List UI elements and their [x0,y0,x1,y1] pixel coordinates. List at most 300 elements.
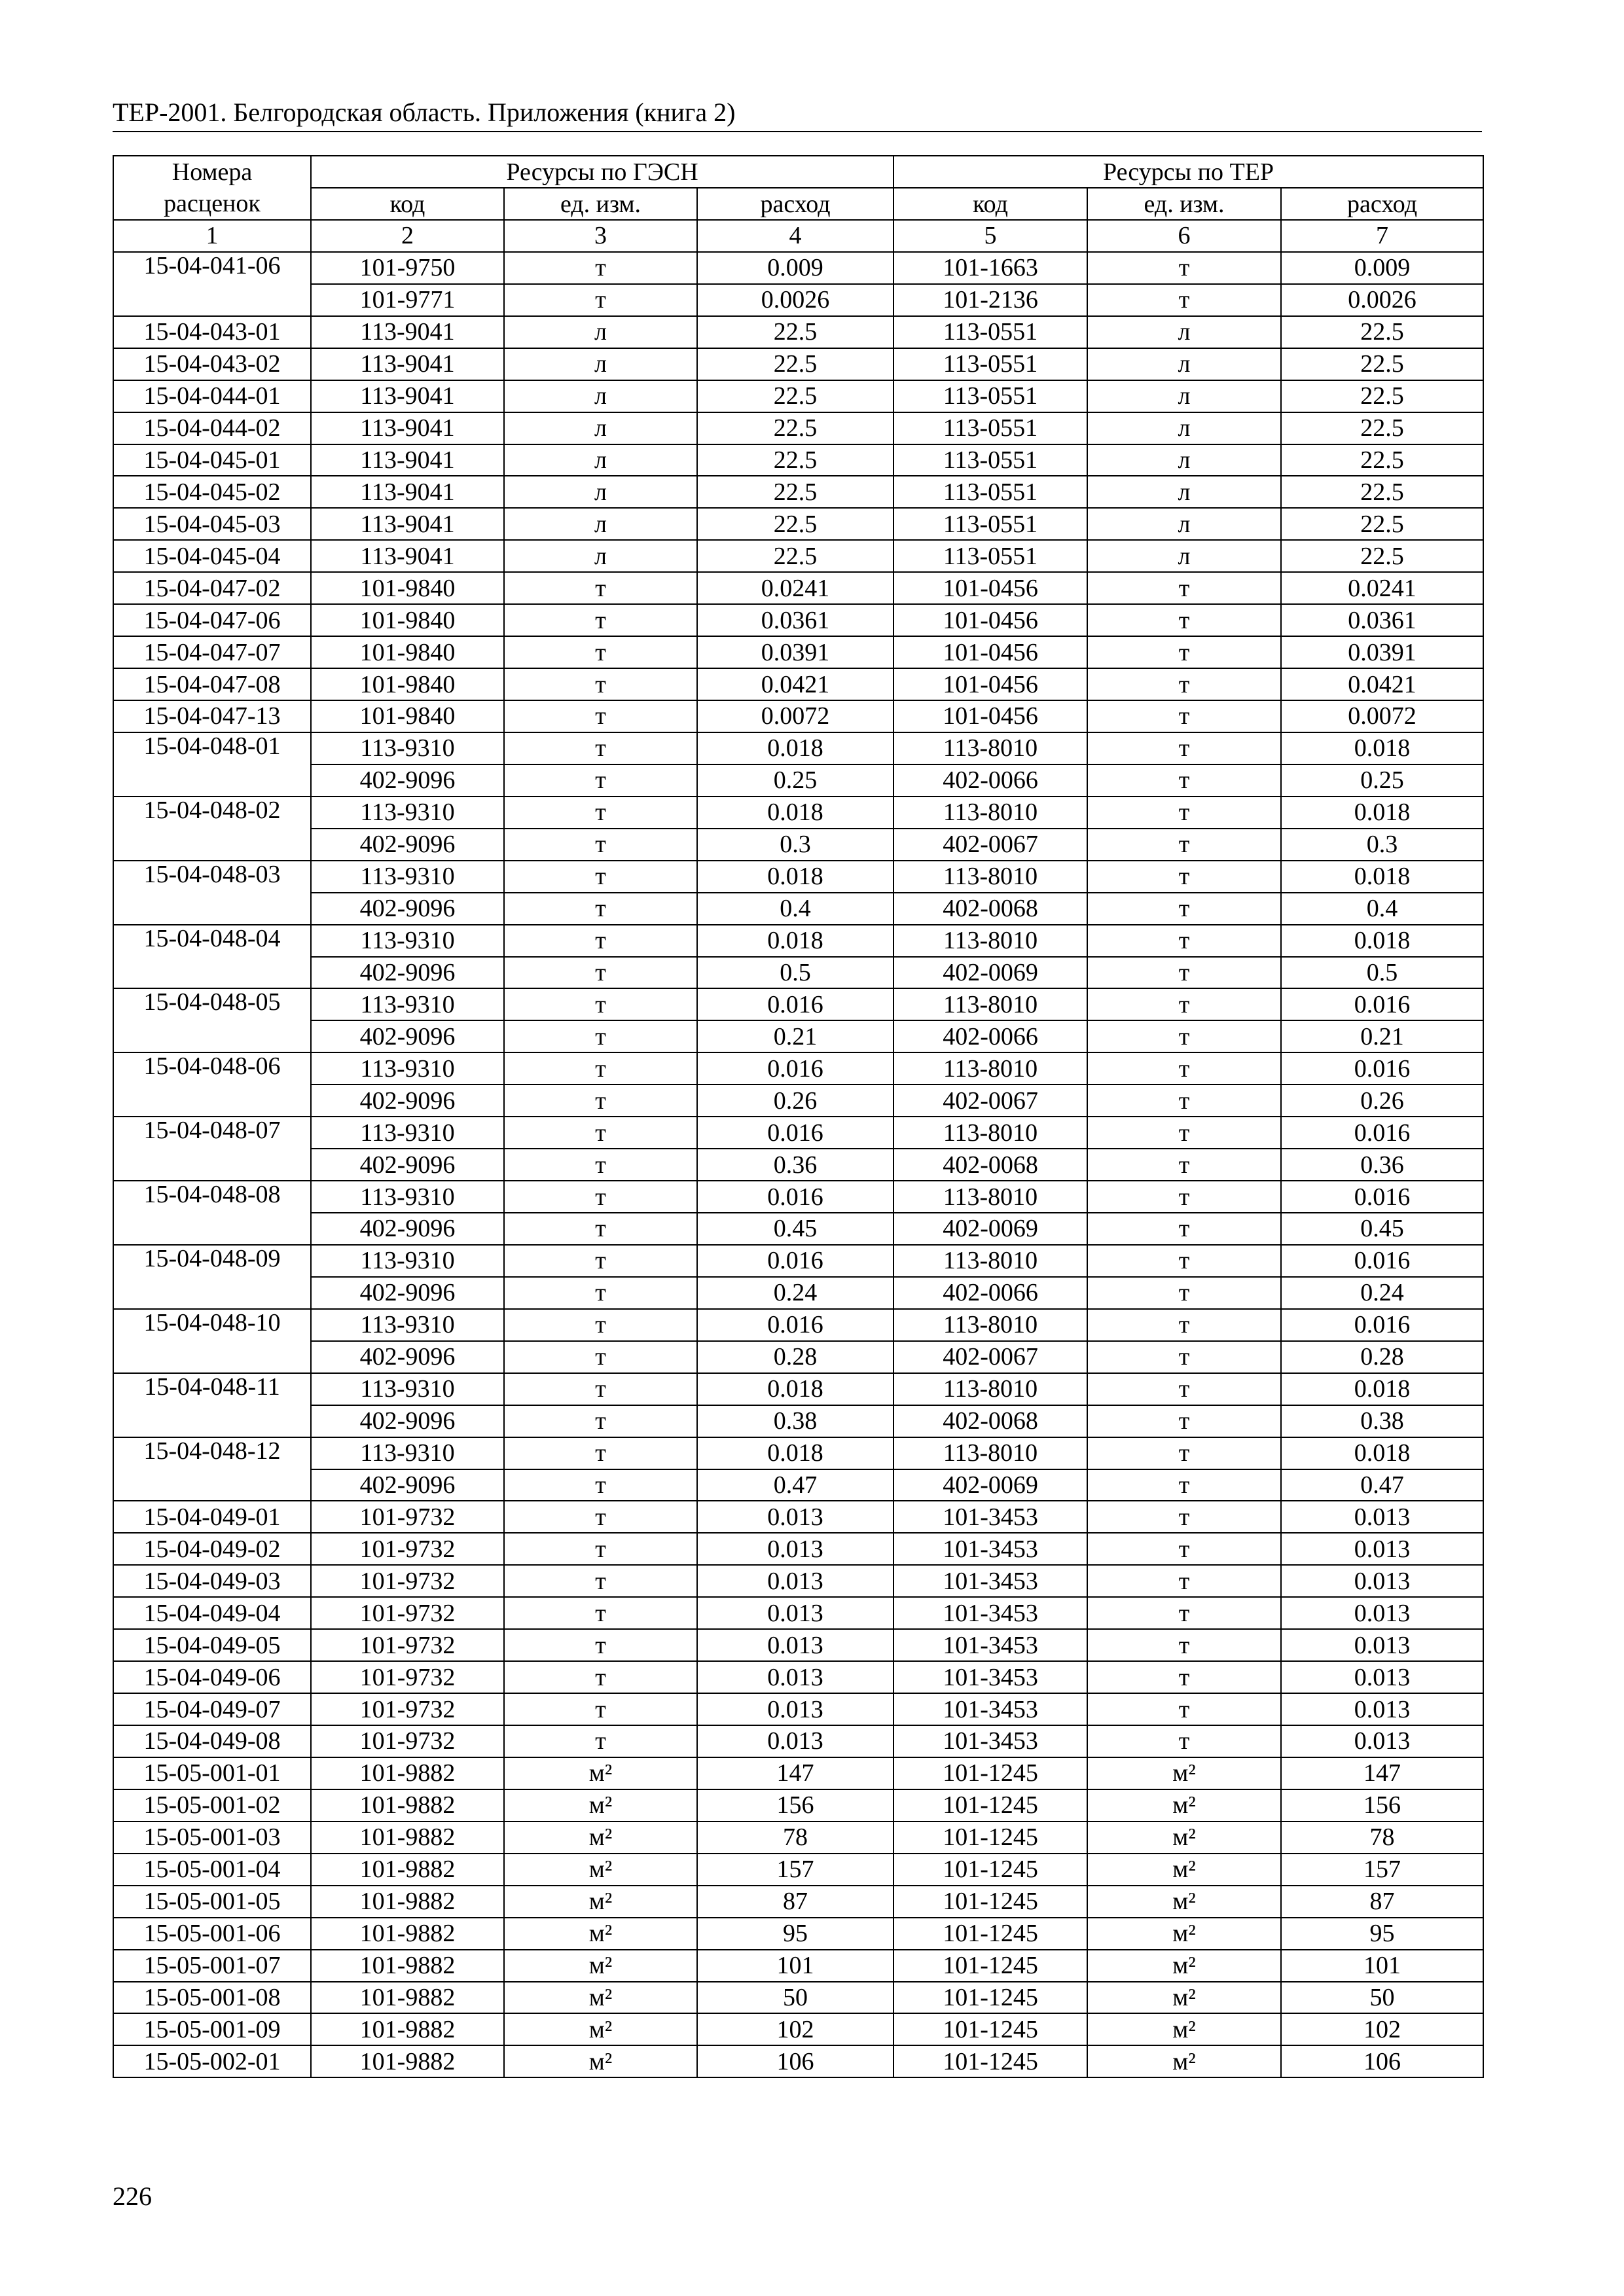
table-row [113,1469,1483,1501]
table-row [113,2045,1483,2077]
rate-number-cell: 15-04-047-02 [113,572,311,604]
table-row [113,797,1483,829]
rate-number-cell: 15-04-045-01 [113,444,311,476]
table-row [113,1149,1483,1181]
gesn-unit-cell: т [504,988,697,1020]
ter-code-cell: 101-0456 [893,668,1087,700]
ter-unit-cell: т [1087,893,1281,925]
gesn-unit-cell: т [504,1341,697,1373]
ter-unit-cell: т [1087,1469,1281,1501]
gesn-code-cell: 101-9732 [311,1661,504,1693]
ter-code-cell: 402-0067 [893,1341,1087,1373]
ter-rate-cell: 0.018 [1281,1373,1483,1405]
ter-code-cell: 101-1245 [893,1918,1087,1950]
table-row [113,1341,1483,1373]
ter-unit-cell: т [1087,1533,1281,1565]
table-row [113,925,1483,957]
ter-code-cell: 101-1245 [893,1886,1087,1918]
ter-rate-cell: 0.24 [1281,1277,1483,1309]
ter-unit-cell: т [1087,1629,1281,1661]
gesn-unit-cell: л [504,444,697,476]
rate-number-cell: 15-05-001-09 [113,2013,311,2045]
gesn-unit-cell: т [504,1085,697,1117]
gesn-code-cell: 402-9096 [311,1277,504,1309]
gesn-code-cell: 101-9882 [311,1854,504,1886]
ter-unit-cell: л [1087,316,1281,348]
table-row [113,380,1483,412]
ter-unit-cell: м² [1087,1854,1281,1886]
gesn-rate-cell: 102 [697,2013,893,2045]
ter-code-cell: 113-0551 [893,508,1087,540]
table-row [113,348,1483,380]
ter-rate-cell: 0.47 [1281,1469,1483,1501]
table-row [113,829,1483,861]
gesn-code-cell: 101-9882 [311,1821,504,1854]
gesn-code-cell: 113-9310 [311,1309,504,1341]
ter-rate-cell: 0.26 [1281,1085,1483,1117]
ter-unit-cell: м² [1087,1950,1281,1982]
ter-rate-cell: 0.013 [1281,1661,1483,1693]
gesn-unit-cell: т [504,861,697,893]
gesn-unit-cell: л [504,412,697,444]
gesn-unit-cell: т [504,668,697,700]
gesn-unit-cell: м² [504,2045,697,2077]
ter-unit-cell: л [1087,444,1281,476]
ter-code-cell: 101-1245 [893,1854,1087,1886]
gesn-rate-cell: 0.013 [697,1533,893,1565]
gesn-unit-cell: м² [504,1982,697,2014]
gesn-rate-cell: 0.013 [697,1629,893,1661]
ter-unit-cell: т [1087,1309,1281,1341]
rate-number-cell: 15-04-044-01 [113,380,311,412]
gesn-code-cell: 402-9096 [311,764,504,797]
ter-rate-cell: 0.28 [1281,1341,1483,1373]
ter-rate-cell: 0.018 [1281,1437,1483,1469]
gesn-unit-cell: т [504,636,697,668]
gesn-unit-cell: л [504,380,697,412]
rate-number-cell: 15-04-049-01 [113,1501,311,1533]
gesn-rate-cell: 0.018 [697,1437,893,1469]
column-number: 4 [697,220,893,252]
ter-unit-cell: т [1087,732,1281,764]
table-row [113,1373,1483,1405]
gesn-code-cell: 101-9732 [311,1597,504,1629]
ter-code-cell: 113-8010 [893,1245,1087,1277]
gesn-rate-cell: 156 [697,1789,893,1821]
gesn-unit-cell: т [504,1373,697,1405]
ter-code-cell: 101-0456 [893,572,1087,604]
column-number-row [113,220,1483,252]
gesn-code-cell: 113-9041 [311,508,504,540]
ter-rate-cell: 0.013 [1281,1565,1483,1597]
gesn-code-cell: 402-9096 [311,1085,504,1117]
gesn-code-cell: 101-9840 [311,636,504,668]
ter-unit-cell: м² [1087,2013,1281,2045]
table-row [113,988,1483,1020]
gesn-code-cell: 113-9310 [311,925,504,957]
ter-rate-cell: 0.38 [1281,1405,1483,1437]
ter-unit-cell: л [1087,508,1281,540]
gesn-unit-cell: м² [504,1918,697,1950]
gesn-code-cell: 113-9041 [311,348,504,380]
gesn-rate-cell: 0.0241 [697,572,893,604]
ter-unit-cell: т [1087,861,1281,893]
gesn-unit-cell: т [504,604,697,636]
gesn-rate-cell: 0.21 [697,1020,893,1052]
gesn-code-cell: 101-9840 [311,572,504,604]
ter-unit-cell: т [1087,1245,1281,1277]
ter-unit-cell: т [1087,1501,1281,1533]
ter-unit-cell: т [1087,700,1281,732]
table-body [113,252,1483,2077]
rate-number-cell: 15-04-045-03 [113,508,311,540]
ter-unit-cell: т [1087,1405,1281,1437]
table-row [113,1789,1483,1821]
rate-number-cell: 15-05-001-08 [113,1982,311,2014]
ter-code-cell: 402-0066 [893,764,1087,797]
gesn-rate-cell: 0.25 [697,764,893,797]
gesn-unit-cell: т [504,252,697,284]
gesn-rate-cell: 0.018 [697,1373,893,1405]
ter-code-cell: 402-0068 [893,1405,1087,1437]
ter-code-cell: 113-8010 [893,1437,1087,1469]
gesn-rate-cell: 0.013 [697,1661,893,1693]
gesn-unit-cell: т [504,1181,697,1213]
gesn-unit-cell: т [504,1277,697,1309]
ter-unit-cell: т [1087,797,1281,829]
ter-unit-cell: л [1087,540,1281,572]
rate-number-cell: 15-05-001-07 [113,1950,311,1982]
gesn-code-cell: 113-9041 [311,316,504,348]
ter-unit-cell: л [1087,380,1281,412]
gesn-rate-cell: 0.47 [697,1469,893,1501]
gesn-unit-cell: т [504,764,697,797]
ter-unit-cell: т [1087,1277,1281,1309]
ter-rate-cell: 22.5 [1281,316,1483,348]
ter-rate-cell: 0.0241 [1281,572,1483,604]
ter-rate-cell: 0.013 [1281,1501,1483,1533]
rate-numbers-label: Номера расценок [164,158,261,217]
rate-number-cell: 15-04-048-06 [113,1052,311,1117]
gesn-code-cell: 101-9771 [311,284,504,316]
ter-unit-cell: м² [1087,1821,1281,1854]
ter-code-cell: 101-3453 [893,1533,1087,1565]
gesn-code-cell: 101-9882 [311,1886,504,1918]
ter-code-cell: 402-0068 [893,1149,1087,1181]
ter-rate-cell: 0.016 [1281,1117,1483,1149]
gesn-rate-cell: 147 [697,1757,893,1789]
gesn-code-cell: 113-9310 [311,1373,504,1405]
gesn-code-cell: 101-9882 [311,1950,504,1982]
ter-code-cell: 402-0069 [893,957,1087,989]
rate-number-cell: 15-04-048-05 [113,988,311,1052]
rate-number-cell: 15-04-049-07 [113,1693,311,1725]
gesn-code-cell: 101-9840 [311,604,504,636]
gesn-rate-cell: 0.26 [697,1085,893,1117]
gesn-code-cell: 101-9882 [311,1757,504,1789]
gesn-code-cell: 101-9732 [311,1725,504,1757]
ter-unit-cell: т [1087,636,1281,668]
ter-unit-cell: т [1087,1661,1281,1693]
ter-unit-cell: т [1087,1020,1281,1052]
ter-code-cell: 101-0456 [893,700,1087,732]
gesn-rate-cell: 22.5 [697,316,893,348]
gesn-unit-cell: т [504,1405,697,1437]
gesn-unit-cell: т [504,1469,697,1501]
gesn-unit-cell: м² [504,1789,697,1821]
ter-code-cell: 113-0551 [893,412,1087,444]
table-row [113,1597,1483,1629]
gesn-rate-cell: 0.018 [697,732,893,764]
header-rule [113,131,1482,132]
rate-number-cell: 15-04-048-01 [113,732,311,797]
gesn-rate-cell: 0.013 [697,1565,893,1597]
ter-unit-cell: т [1087,1181,1281,1213]
rate-number-cell: 15-04-048-02 [113,797,311,861]
gesn-code-cell: 101-9732 [311,1501,504,1533]
rate-number-cell: 15-04-044-02 [113,412,311,444]
group-header-gesn: Ресурсы по ГЭСН [311,156,893,188]
gesn-code-cell: 113-9310 [311,1052,504,1085]
gesn-rate-cell: 106 [697,2045,893,2077]
ter-rate-cell: 78 [1281,1821,1483,1854]
gesn-rate-cell: 0.0391 [697,636,893,668]
ter-code-cell: 101-0456 [893,636,1087,668]
ter-rate-cell: 0.3 [1281,829,1483,861]
ter-rate-cell: 0.21 [1281,1020,1483,1052]
table-row [113,444,1483,476]
gesn-rate-cell: 22.5 [697,412,893,444]
gesn-code-cell: 101-9882 [311,1982,504,2014]
gesn-unit-cell: т [504,1117,697,1149]
ter-unit-cell: т [1087,1373,1281,1405]
gesn-unit-cell: т [504,797,697,829]
ter-code-cell: 113-8010 [893,1117,1087,1149]
gesn-code-cell: 402-9096 [311,1405,504,1437]
rate-number-cell: 15-04-047-13 [113,700,311,732]
ter-code-cell: 113-8010 [893,861,1087,893]
ter-rate-cell: 22.5 [1281,380,1483,412]
gesn-unit-cell: т [504,284,697,316]
gesn-rate-cell: 0.0026 [697,284,893,316]
ter-code-cell: 101-3453 [893,1565,1087,1597]
table-row [113,572,1483,604]
table-row [113,636,1483,668]
ter-unit-cell: т [1087,1565,1281,1597]
gesn-unit-cell: т [504,1629,697,1661]
page-number: 226 [113,2181,152,2211]
table-row [113,1405,1483,1437]
gesn-code-cell: 113-9310 [311,797,504,829]
gesn-code-cell: 113-9310 [311,1245,504,1277]
gesn-rate-cell: 0.016 [697,1309,893,1341]
ter-rate-cell: 22.5 [1281,444,1483,476]
table-row [113,1757,1483,1789]
ter-unit-cell: т [1087,925,1281,957]
gesn-unit-cell: т [504,1245,697,1277]
rate-number-cell: 15-05-001-02 [113,1789,311,1821]
gesn-code-cell: 101-9750 [311,252,504,284]
gesn-rate-cell: 0.016 [697,1117,893,1149]
ter-unit-cell: т [1087,572,1281,604]
ter-rate-cell: 22.5 [1281,412,1483,444]
ter-rate-cell: 0.016 [1281,1181,1483,1213]
gesn-code-cell: 113-9310 [311,732,504,764]
gesn-unit-cell: т [504,1533,697,1565]
gesn-unit-cell: т [504,1149,697,1181]
table-row [113,1725,1483,1757]
ter-code-cell: 113-0551 [893,444,1087,476]
gesn-rate-cell: 0.016 [697,1181,893,1213]
ter-code-cell: 402-0066 [893,1277,1087,1309]
gesn-unit-cell: т [504,1693,697,1725]
ter-code-cell: 113-8010 [893,1373,1087,1405]
gesn-code-cell: 113-9041 [311,380,504,412]
ter-code-cell: 101-1245 [893,1950,1087,1982]
table-row [113,764,1483,797]
ter-unit-cell: л [1087,476,1281,508]
ter-unit-cell: т [1087,1213,1281,1245]
ter-code-cell: 101-3453 [893,1661,1087,1693]
ter-rate-cell: 106 [1281,2045,1483,2077]
ter-code-cell: 101-1245 [893,1982,1087,2014]
rate-number-cell: 15-04-048-07 [113,1117,311,1181]
gesn-code-cell: 101-9882 [311,1789,504,1821]
gesn-unit-cell: т [504,1725,697,1757]
ter-unit-cell: м² [1087,1789,1281,1821]
gesn-unit-cell: м² [504,1950,697,1982]
gesn-code-cell: 101-9840 [311,700,504,732]
table-row [113,1085,1483,1117]
ter-rate-cell: 0.018 [1281,861,1483,893]
ter-rate-cell: 0.016 [1281,988,1483,1020]
ter-code-cell: 101-1245 [893,1789,1087,1821]
table-row [113,1693,1483,1725]
gesn-code-cell: 113-9310 [311,988,504,1020]
gesn-unit-cell: т [504,572,697,604]
table-row [113,1309,1483,1341]
gesn-code-cell: 402-9096 [311,1149,504,1181]
gesn-unit-cell: л [504,348,697,380]
rate-number-cell: 15-04-043-01 [113,316,311,348]
ter-rate-cell: 0.013 [1281,1725,1483,1757]
gesn-rate-cell: 0.009 [697,252,893,284]
ter-rate-cell: 0.018 [1281,732,1483,764]
ter-code-cell: 101-3453 [893,1725,1087,1757]
gesn-rate-cell: 22.5 [697,508,893,540]
ter-code-cell: 113-0551 [893,348,1087,380]
column-number: 1 [113,220,311,252]
rate-number-cell: 15-05-001-06 [113,1918,311,1950]
ter-unit-cell: т [1087,252,1281,284]
gesn-code-cell: 113-9041 [311,412,504,444]
ter-unit-cell: т [1087,988,1281,1020]
ter-unit-cell: л [1087,348,1281,380]
gesn-unit-cell: т [504,1213,697,1245]
rate-number-cell: 15-04-049-04 [113,1597,311,1629]
ter-code-cell: 113-8010 [893,1052,1087,1085]
ter-rate-cell: 0.013 [1281,1533,1483,1565]
gesn-unit-cell: т [504,1565,697,1597]
gesn-unit-cell: т [504,829,697,861]
gesn-unit-cell: т [504,1020,697,1052]
ter-unit-cell: т [1087,284,1281,316]
gesn-rate-cell: 157 [697,1854,893,1886]
ter-rate-cell: 95 [1281,1918,1483,1950]
gesn-rate-cell: 0.018 [697,925,893,957]
ter-rate-cell: 0.0391 [1281,636,1483,668]
ter-unit-cell: т [1087,1437,1281,1469]
gesn-rate-cell: 0.018 [697,797,893,829]
ter-rate-cell: 0.013 [1281,1597,1483,1629]
gesn-unit-cell: м² [504,2013,697,2045]
ter-code-cell: 101-3453 [893,1501,1087,1533]
ter-unit-cell: т [1087,764,1281,797]
gesn-rate-cell: 0.016 [697,1245,893,1277]
gesn-code-cell: 402-9096 [311,1469,504,1501]
gesn-rate-cell: 22.5 [697,476,893,508]
ter-rate-cell: 0.0026 [1281,284,1483,316]
ter-code-cell: 101-1663 [893,252,1087,284]
ter-unit-cell: т [1087,604,1281,636]
ter-code-cell: 402-0067 [893,1085,1087,1117]
gesn-code-cell: 113-9310 [311,861,504,893]
ter-code-cell: 113-0551 [893,380,1087,412]
gesn-unit-cell: м² [504,1886,697,1918]
gesn-rate-cell: 0.36 [697,1149,893,1181]
ter-unit-cell: т [1087,1117,1281,1149]
table-row [113,1661,1483,1693]
rate-number-cell: 15-04-047-06 [113,604,311,636]
gesn-unit-cell: л [504,476,697,508]
ter-rate-cell: 101 [1281,1950,1483,1982]
table-row [113,1245,1483,1277]
table-row [113,476,1483,508]
gesn-rate-cell: 78 [697,1821,893,1854]
table-row [113,1052,1483,1085]
ter-rate-cell: 147 [1281,1757,1483,1789]
gesn-unit-cell: т [504,1661,697,1693]
rate-number-cell: 15-05-002-01 [113,2045,311,2077]
table-row [113,1277,1483,1309]
rate-number-cell: 15-04-043-02 [113,348,311,380]
gesn-unit-cell: т [504,1437,697,1469]
ter-rate-cell: 0.0072 [1281,700,1483,732]
ter-unit-cell: м² [1087,1886,1281,1918]
ter-code-cell: 113-8010 [893,988,1087,1020]
gesn-code-cell: 101-9732 [311,1693,504,1725]
col-header-ter-code: код [893,188,1087,220]
ter-rate-cell: 22.5 [1281,540,1483,572]
ter-code-cell: 402-0067 [893,829,1087,861]
ter-rate-cell: 0.36 [1281,1149,1483,1181]
rate-number-cell: 15-04-049-06 [113,1661,311,1693]
table-row [113,2013,1483,2045]
table-head [113,156,1483,252]
table-row [113,732,1483,764]
ter-unit-cell: т [1087,1341,1281,1373]
ter-code-cell: 113-0551 [893,316,1087,348]
gesn-rate-cell: 0.013 [697,1725,893,1757]
table-row [113,1950,1483,1982]
gesn-unit-cell: л [504,316,697,348]
ter-unit-cell: т [1087,1597,1281,1629]
gesn-code-cell: 113-9041 [311,476,504,508]
ter-unit-cell: т [1087,1085,1281,1117]
ter-code-cell: 402-0069 [893,1213,1087,1245]
column-number: 7 [1281,220,1483,252]
gesn-rate-cell: 0.24 [697,1277,893,1309]
